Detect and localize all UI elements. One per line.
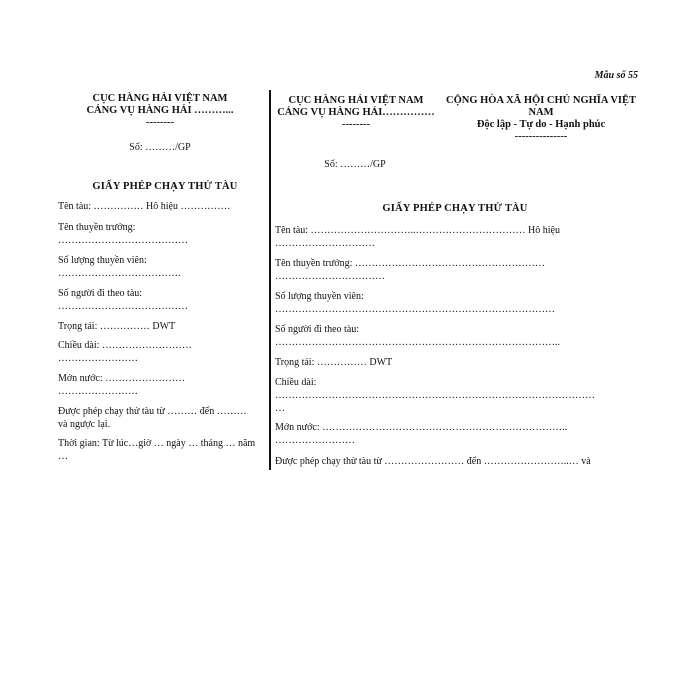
- right-draft-line1: Mớn nước: ………………………………………………………………..: [275, 422, 568, 433]
- left-time-line1: Thời gian: Từ lúc…giờ … ngày … tháng … năm: [58, 438, 256, 449]
- left-authority-line1: CỤC HÀNG HẢI VIỆT NAM: [92, 93, 228, 104]
- right-crew-dots: …………………………………………………………………………: [275, 304, 555, 315]
- left-crew-label: Số lượng thuyền viên:: [58, 255, 147, 266]
- right-captain-line1: Tên thuyền trưởng: …………………………………………………: [275, 258, 545, 269]
- left-passengers-label: Số người đi theo tàu:: [58, 288, 143, 299]
- right-permit-range: Được phép chạy thử tàu từ …………………… đến ……………………..… và: [275, 456, 591, 467]
- right-passengers-dots: …………………………………………………………………………..: [275, 337, 560, 348]
- left-draft-dots: ……………………: [58, 386, 138, 397]
- left-draft-label: Mớn nước: ……………………: [58, 373, 186, 384]
- left-passengers-dots: …………………………………: [58, 301, 188, 312]
- left-draft: [58, 372, 270, 398]
- left-passengers: [58, 287, 270, 313]
- left-length-label: Chiều dài: ………………………: [58, 340, 192, 351]
- left-crew: [58, 254, 270, 280]
- right-ship-name: [275, 224, 647, 250]
- left-authority-header: [70, 93, 250, 129]
- right-authority-separator: --------: [342, 119, 370, 130]
- republic-header: [436, 95, 646, 143]
- right-passengers-label: Số người đi theo tàu:: [275, 324, 360, 335]
- right-captain: [275, 257, 647, 283]
- right-tonnage: Trọng tải: …………… DWT: [275, 357, 393, 368]
- left-time: [58, 437, 270, 463]
- left-title: GIẤY PHÉP CHẠY THỬ TÀU: [92, 181, 238, 192]
- right-authority-line2: CẢNG VỤ HÀNG HẢI……………: [277, 107, 435, 118]
- right-crew: [275, 290, 647, 316]
- left-permit-line1: Được phép chạy thử tàu từ ……… đến ………: [58, 406, 247, 417]
- right-length-label: Chiều dài:: [275, 377, 317, 388]
- left-authority-line2: CẢNG VỤ HÀNG HẢI ………...: [86, 105, 234, 116]
- republic-line1: CỘNG HÒA XÃ HỘI CHỦ NGHĨA VIỆT: [446, 95, 636, 106]
- left-length: [58, 339, 270, 365]
- left-captain-dots: …………………………………: [58, 235, 188, 246]
- right-length-dots2: …: [275, 403, 285, 414]
- right-length: [275, 376, 647, 415]
- form-number: Mẫu số 55: [594, 70, 638, 81]
- left-tonnage: Trọng tải: …………… DWT: [58, 321, 176, 332]
- right-captain-line2: ……………………………: [275, 271, 385, 282]
- right-draft-line2: ……………………: [275, 435, 355, 446]
- right-title: GIẤY PHÉP CHẠY THỬ TÀU: [382, 203, 528, 214]
- left-permit-range: [58, 405, 270, 431]
- left-time-line2: …: [58, 451, 68, 462]
- motto-separator: ---------------: [514, 131, 568, 142]
- right-authority-header: [276, 95, 436, 131]
- right-authority-line1: CỤC HÀNG HẢI VIỆT NAM: [288, 95, 424, 106]
- left-ship-name: Tên tàu: …………… Hô hiệu ……………: [58, 201, 231, 212]
- right-length-dots: ……………………………………………………………………………………: [275, 390, 595, 401]
- right-ship-name-line2: …………………………: [275, 238, 375, 249]
- motto: Độc lập - Tự do - Hạnh phúc: [476, 119, 606, 130]
- right-ship-name-line1: Tên tàu: …………………………..…………………………… Hô hiệu: [275, 225, 560, 236]
- left-permit-line2: và ngược lại.: [58, 419, 111, 430]
- right-crew-label: Số lượng thuyền viên:: [275, 291, 364, 302]
- left-captain-label: Tên thuyền trưởng:: [58, 222, 136, 233]
- left-authority-separator: --------: [146, 117, 174, 128]
- republic-line2: NAM: [528, 107, 554, 118]
- left-captain: [58, 221, 270, 247]
- right-passengers: [275, 323, 647, 349]
- left-permit-number: Số: ………/GP: [129, 142, 191, 153]
- left-crew-dots: ……………………………….: [58, 268, 181, 279]
- left-length-dots: ……………………: [58, 353, 138, 364]
- right-permit-number: Số: ………/GP: [324, 159, 386, 170]
- right-draft: [275, 421, 647, 447]
